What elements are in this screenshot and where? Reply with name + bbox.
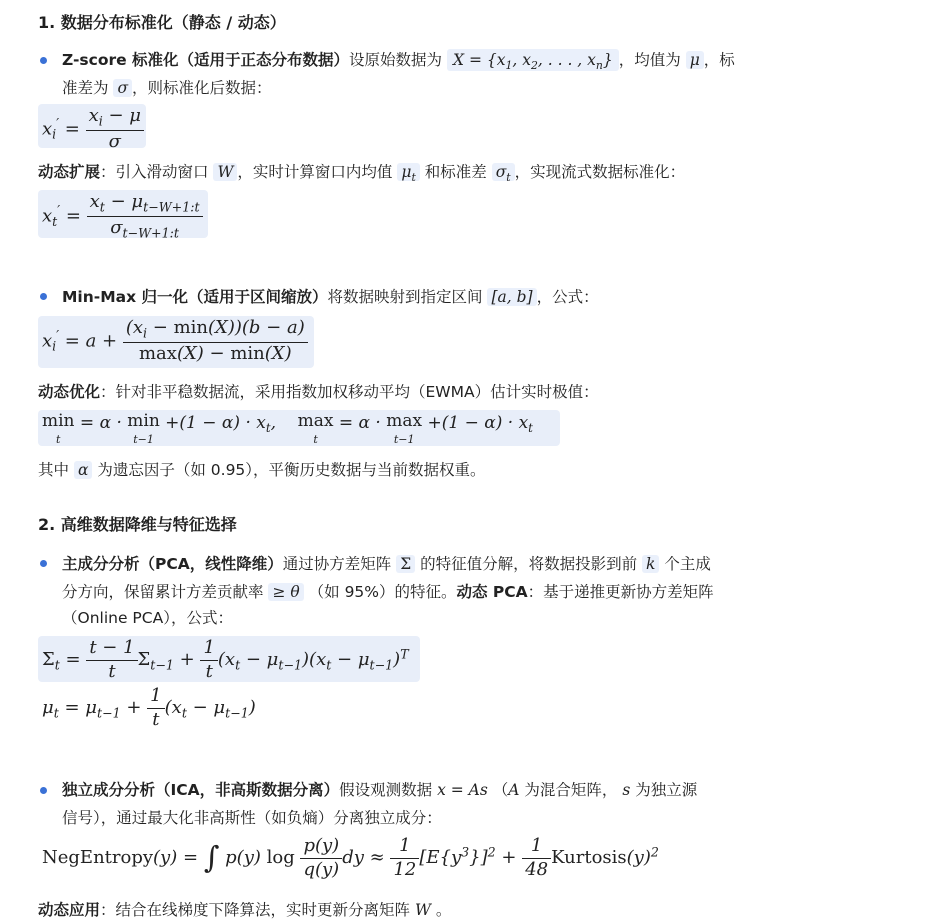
A-math: A [508,781,520,799]
k-math: k [642,555,659,573]
dynamic-ext-text-c: 和标准差 [424,163,487,181]
mu-math: μ [686,51,704,69]
formula-zscore: $x_i'$ = $\frac{x_i - \mu}{\sigma}$ [42,106,144,153]
minmax-text-a: 将数据映射到指定区间 [327,288,483,306]
pca-text-c: 个主成 [664,555,711,573]
pca-title: 主成分分析（PCA，线性降维） [62,555,283,573]
dynamic-ext-text-a: ：引入滑动窗口 [100,163,209,181]
bullet-ica [40,787,47,794]
W-math-2: W [414,901,431,919]
x-As-math: x = As [437,781,488,799]
zscore-line-2 [62,76,272,98]
alpha-note-text-b: 为遗忘因子（如 0.95），平衡历史数据与当前数据权重。 [97,461,486,479]
dynamic-ext-line [38,160,685,184]
interval-math: [a, b] [487,288,536,306]
pca-line-3 [62,606,233,628]
zscore-line2-a: 准差为 [62,79,109,97]
zscore-text-b: ，均值为 [618,51,681,69]
theta-math: ≥ θ [268,583,303,601]
ica-text-d: 为独立源 [635,781,698,799]
bullet-zscore [40,57,47,64]
minmax-title: Min-Max 归一化（适用于区间缩放） [62,288,328,306]
formula-mean: $\mu_t = \mu_{t-1}$ + $\frac{1}{t}$ $(x_t - \mu_{t-1})$ [42,685,256,730]
pca-line-2 [62,580,714,602]
bullet-minmax [40,293,47,300]
pca-line-1 [62,552,711,574]
dynamic-app-line [38,898,451,920]
zscore-text-c: ，标 [703,51,735,69]
minmax-text-b: ，公式： [536,288,599,306]
ica-line-2 [62,806,442,828]
W-math: W [213,163,237,181]
dynamic-app-text-a: ：结合在线梯度下降算法，实时更新分离矩阵 [100,901,411,919]
dyn-pca-label: 动态 PCA [456,583,528,601]
formula-window: $x_t'$ = $\frac{x_t - \mu_{t-W+1:t}}{\sigma_{t-W+1:t}}$ [42,192,203,241]
alpha-note-text-a: 其中 [38,461,70,479]
dynamic-ext-label: 动态扩展 [38,163,101,181]
ica-title: 独立成分分析（ICA，非高斯数据分离） [62,781,340,799]
Sigma-math: Σ [396,555,415,573]
dynamic-app-label: 动态应用 [38,901,101,919]
dynamic-opt-line [38,380,599,402]
ica-line-1 [62,778,697,800]
pca-text-b: 的特征值分解，将数据投影到前 [420,555,638,573]
pca-line2-c: ：基于递推更新协方差矩阵 [527,583,714,601]
section-1-heading: 1. 数据分布标准化（静态 / 动态） [38,13,286,32]
formula-minmax: $x_i' = a$ + $\frac{(x_i - \min(X))(b - a)}{\max(X) - \min(X)}$ [42,318,308,365]
pca-text-a: 通过协方差矩阵 [282,555,392,573]
zscore-line-1 [62,48,735,72]
data-set-math: $X = \{x_1$, $x_2$, . . . , $x_n$} [447,49,619,71]
pca-line2-b: （如 95%）的特征。 [308,583,457,601]
kurtosis-label: Kurtosis [551,847,627,869]
dynamic-opt-label: 动态优化 [38,383,101,401]
zscore-title: Z-score 标准化（适用于正态分布数据） [62,51,350,69]
bullet-pca [40,560,47,567]
pca-line2-a: 分方向，保留累计方差贡献率 [62,583,264,601]
ica-line2: 信号），通过最大化非高斯性（如负熵）分离独立成分： [62,809,442,827]
ica-text-a: 假设观测数据 [339,781,433,799]
dynamic-opt-text: ：针对非平稳数据流，采用指数加权移动平均（EWMA）估计实时极值： [100,383,599,401]
dynamic-ext-text-b: ，实时计算窗口内均值 [237,163,393,181]
alpha-math: α [74,461,92,479]
formula-cov: $\Sigma_t$ = $\frac{t - 1}{t}$ $\Sigma_{t-1}$ + $\frac{1}{t}$ $(x_t - \mu_{t-1})(x_t - \mu_{t-1})^T$ [42,637,409,682]
formula-negentropy: NegEntropy(y) = ∫ p(y) log $\frac{p(y)}{q(y)}$ dy ≈ $\frac{1}{12}$ $[E\{y^3\}]^2$ + $\frac{1}{48}$ $Kurtosis(y)^2$ [42,835,659,880]
ica-text-c: 为混合矩阵， [524,781,618,799]
section-2-heading: 2. 高维数据降维与特征选择 [38,515,237,534]
ica-text-b: （ [492,781,509,799]
sigma-math: σ [113,79,132,97]
alpha-note-line [38,458,486,480]
mu-t-math: $\mu_t$ [397,163,419,181]
formula-ewma: min t = α · min $t-1 +(1 - \alpha) \cdot x_t$, max t = α · max $t-1 +(1 - \alpha) \cdot x_t$ [42,411,533,446]
sigma-t-math: $\sigma_t$ [492,163,515,181]
s-math: s [622,781,631,799]
dynamic-ext-text-d: ，实现流式数据标准化： [514,163,686,181]
pca-line3: （Online PCA），公式： [62,609,233,627]
zscore-line2-b: ，则标准化后数据： [132,79,272,97]
dynamic-app-text-b: 。 [435,901,452,919]
minmax-line [62,285,599,307]
zscore-text-a: 设原始数据为 [349,51,443,69]
negentropy-label: NegEntropy [42,847,154,869]
